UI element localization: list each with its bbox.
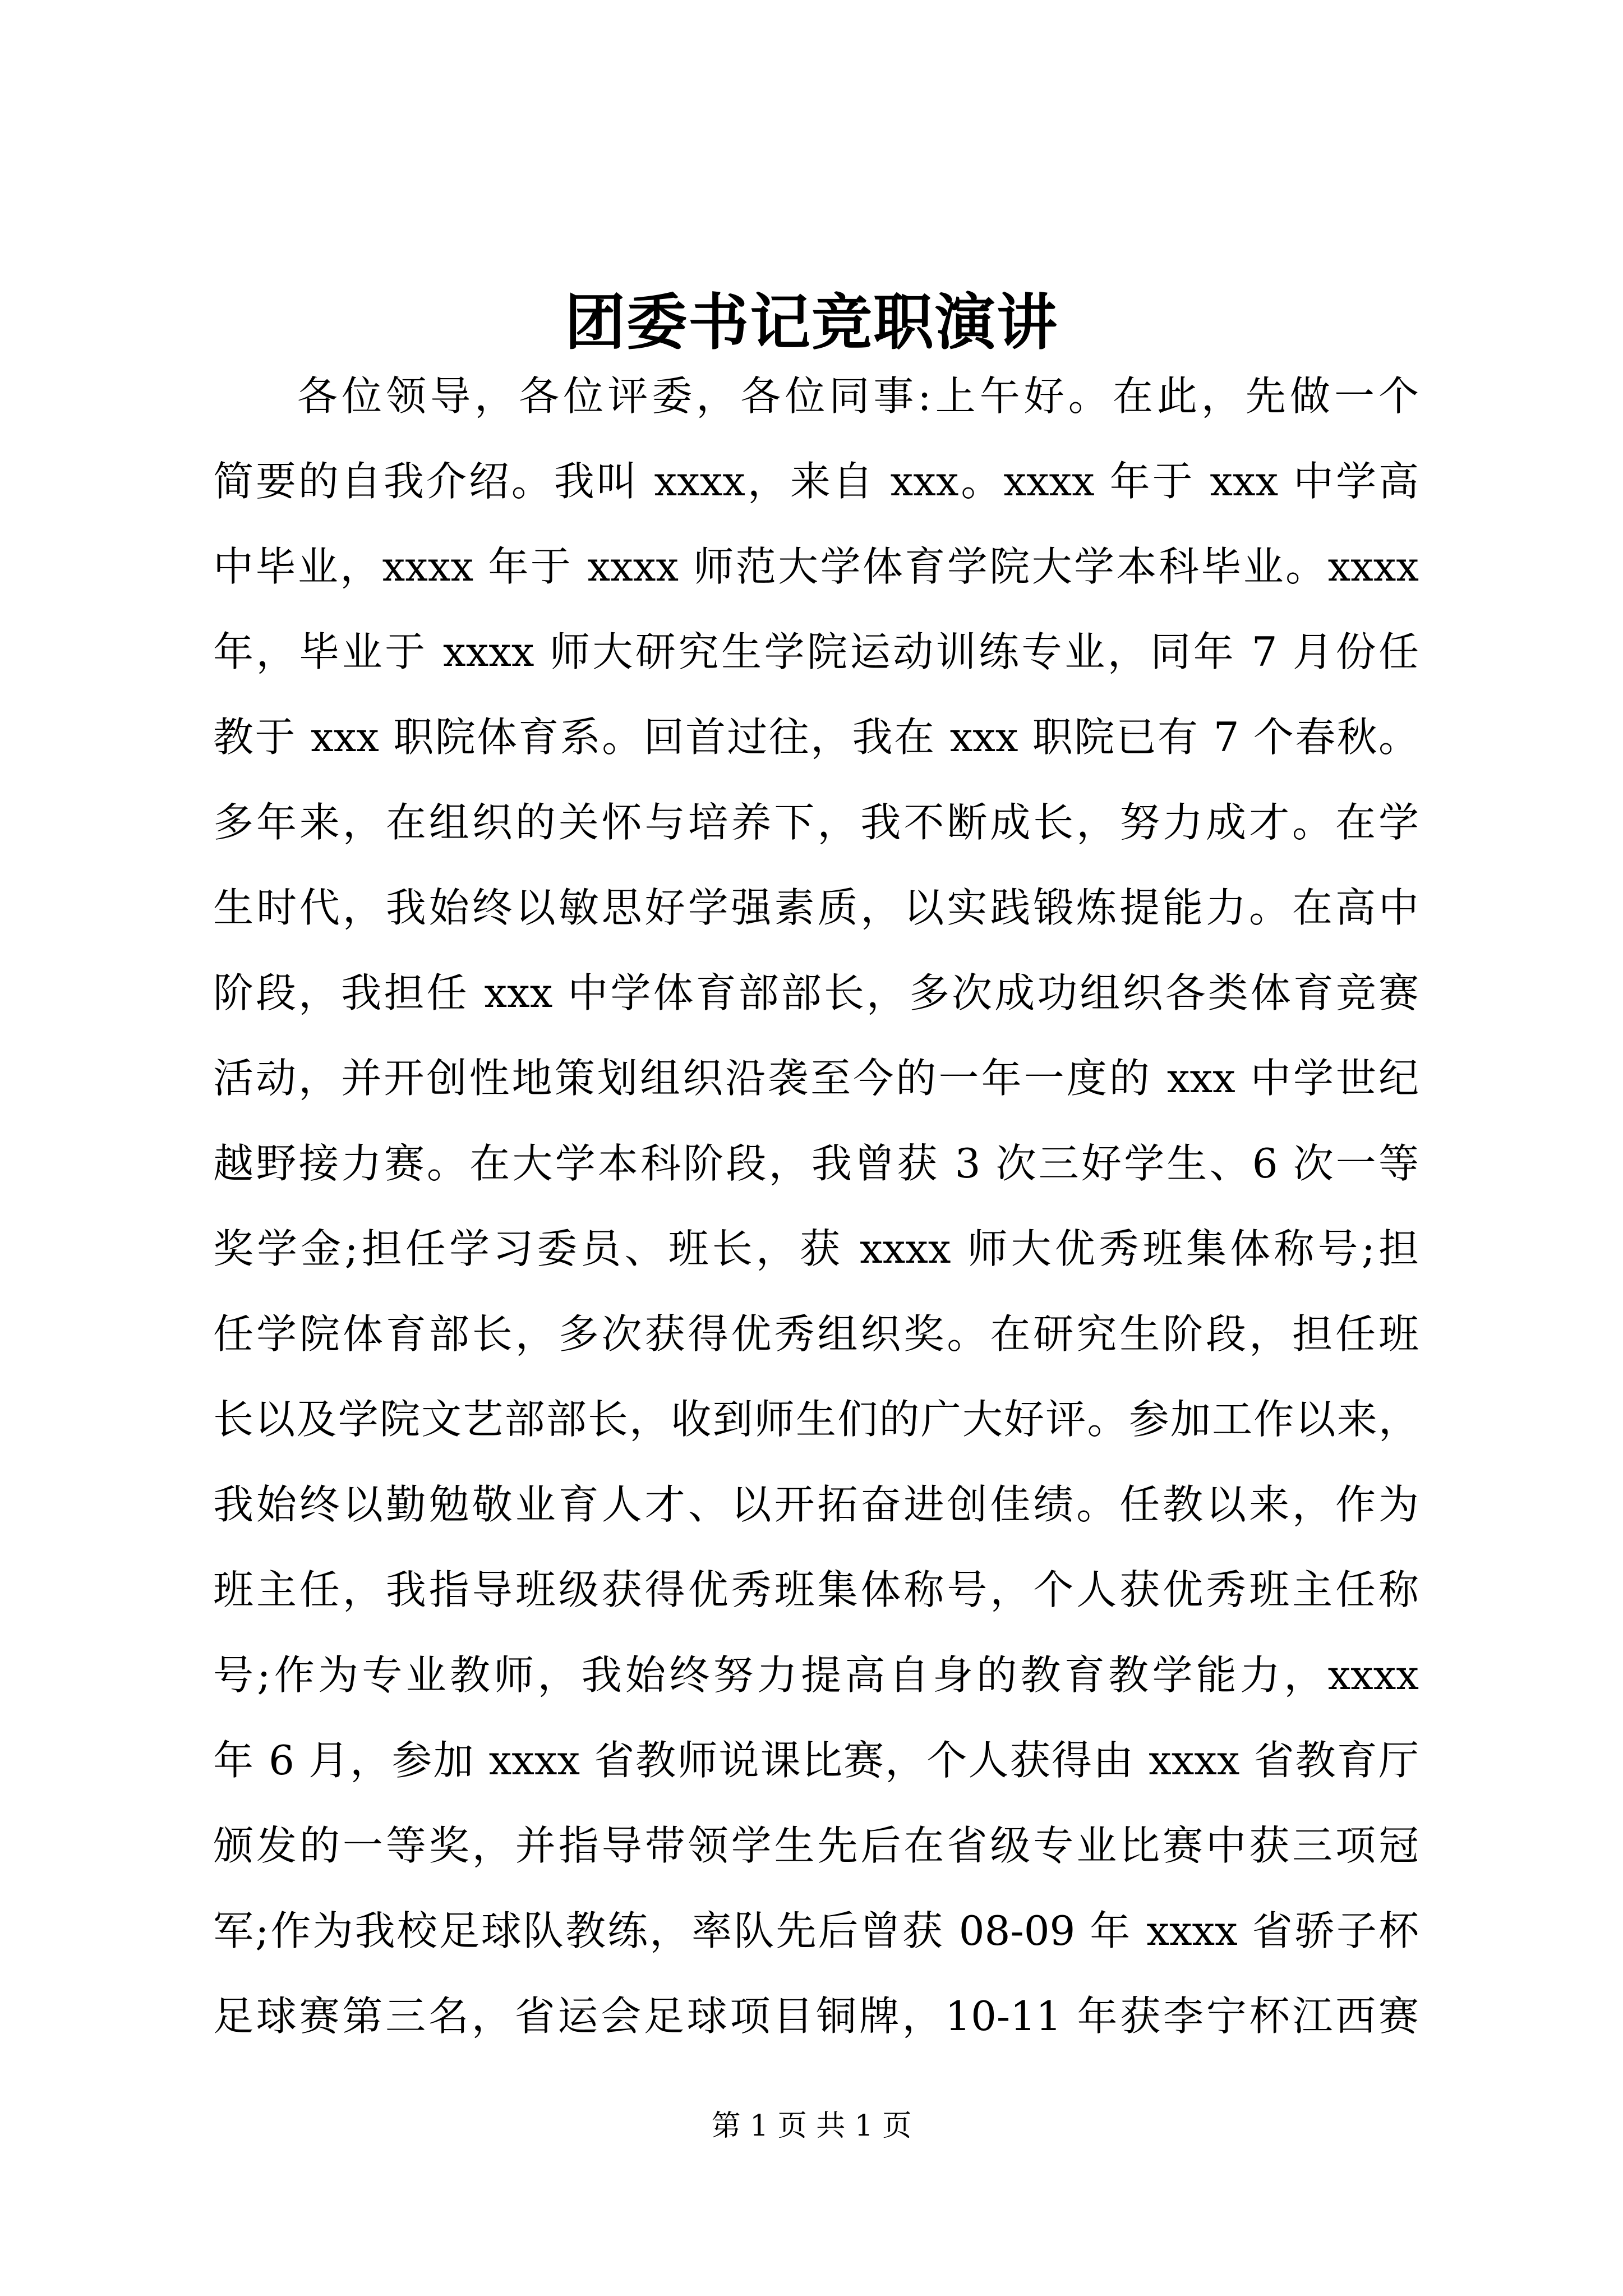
- text-line: 越野接力赛。在大学本科阶段，我曾获 3 次三好学生、6 次一等: [213, 1140, 1419, 1187]
- text-line: 活动，并开创性地策划组织沿袭至今的一年一度的 xxx 中学世纪: [213, 1055, 1419, 1102]
- text-line: 任学院体育部长，多次获得优秀组织奖。在研究生阶段，担任班: [213, 1310, 1419, 1358]
- text-line: 各位领导，各位评委，各位同事:上午好。在此，先做一个: [297, 372, 1419, 420]
- text-line: 教于 xxx 职院体育系。回首过往，我在 xxx 职院已有 7 个春秋。: [213, 714, 1419, 761]
- text-line: 足球赛第三名，省运会足球项目铜牌，10-11 年获李宁杯江西赛: [213, 1993, 1419, 2040]
- text-line: 多年来，在组织的关怀与培养下，我不断成长，努力成才。在学: [213, 799, 1419, 846]
- text-line: 年 6 月，参加 xxxx 省教师说课比赛，个人获得由 xxxx 省教育厅: [213, 1737, 1419, 1784]
- document-title: 团委书记竞职演讲: [564, 287, 1058, 358]
- text-line: 号;作为专业教师，我始终努力提高自身的教育教学能力，xxxx: [213, 1651, 1419, 1699]
- text-line: 简要的自我介绍。我叫 xxxx，来自 xxx。xxxx 年于 xxx 中学高: [213, 458, 1419, 505]
- text-line: 阶段，我担任 xxx 中学体育部部长，多次成功组织各类体育竞赛: [213, 969, 1419, 1016]
- text-line: 中毕业，xxxx 年于 xxxx 师范大学体育学院大学本科毕业。xxxx: [213, 543, 1419, 590]
- text-line: 年，毕业于 xxxx 师大研究生学院运动训练专业，同年 7 月份任: [213, 628, 1419, 675]
- text-line: 我始终以勤勉敬业育人才、以开拓奋进创佳绩。任教以来，作为: [213, 1481, 1419, 1528]
- text-line: 班主任，我指导班级获得优秀班集体称号，个人获优秀班主任称: [213, 1566, 1419, 1613]
- text-line: 军;作为我校足球队教练，率队先后曾获 08-09 年 xxxx 省骄子杯: [213, 1907, 1419, 1954]
- text-line: 奖学金;担任学习委员、班长，获 xxxx 师大优秀班集体称号;担: [213, 1225, 1419, 1272]
- text-line: 颁发的一等奖，并指导带领学生先后在省级专业比赛中获三项冠: [213, 1822, 1419, 1869]
- page-footer: 第 1 页 共 1 页: [711, 2109, 912, 2143]
- text-line: 生时代，我始终以敏思好学强素质，以实践锻炼提能力。在高中: [213, 884, 1419, 931]
- body-paragraph: [213, 353, 1419, 2059]
- text-line: 长以及学院文艺部部长，收到师生们的广大好评。参加工作以来，: [213, 1396, 1419, 1443]
